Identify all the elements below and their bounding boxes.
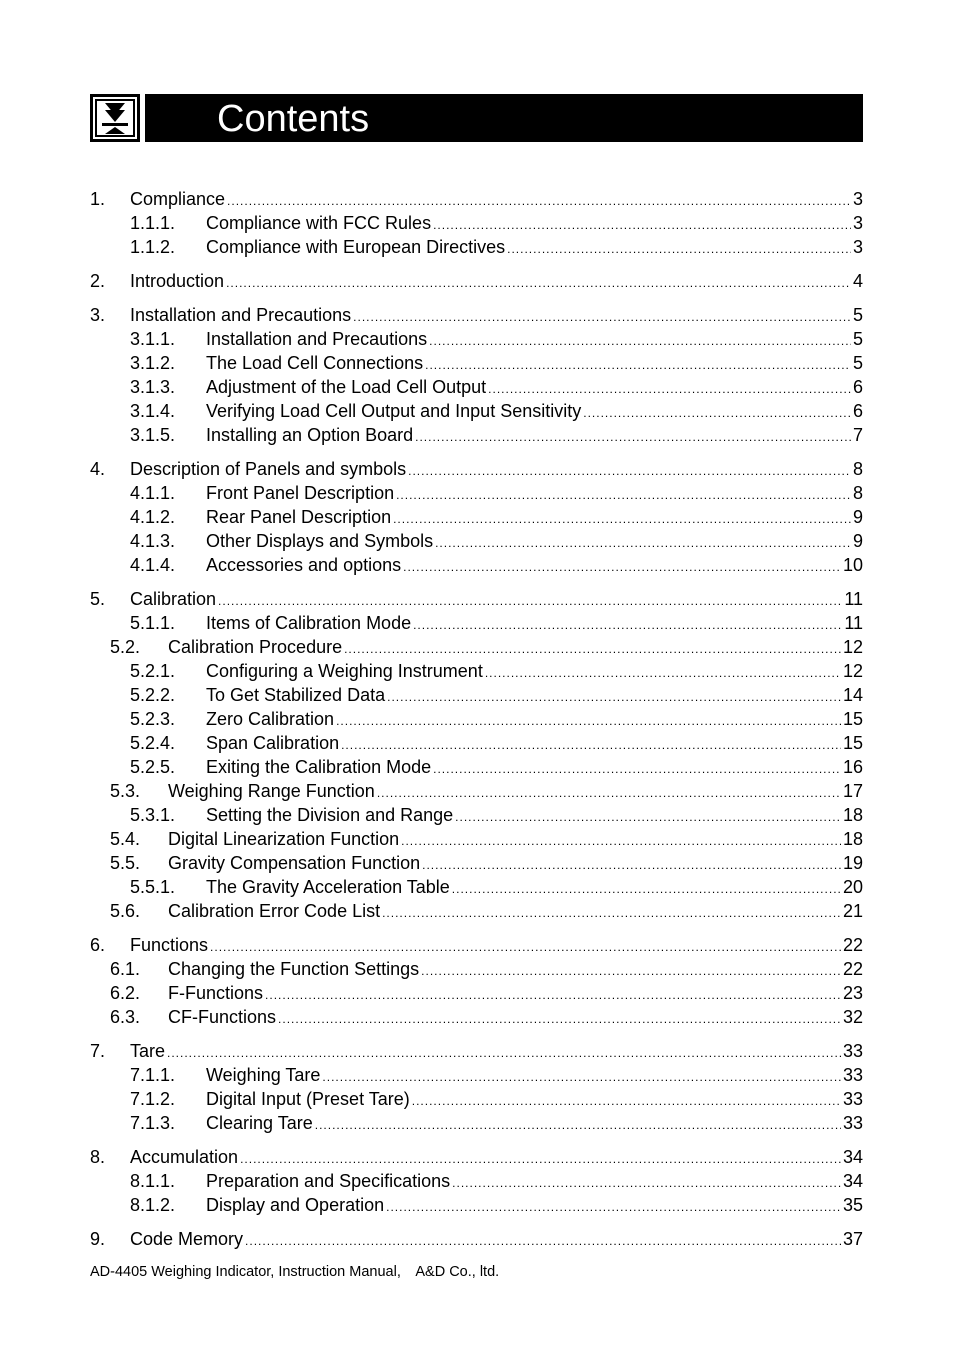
toc-entry[interactable] bbox=[90, 1005, 863, 1029]
toc-entry-title: Digital Linearization Function bbox=[168, 829, 400, 849]
toc-entry[interactable] bbox=[90, 303, 863, 327]
toc-entry-title: Code Memory bbox=[130, 1229, 244, 1249]
toc-entry-title: Calibration Error Code List bbox=[168, 901, 381, 921]
toc-entry[interactable] bbox=[90, 187, 863, 211]
toc-entry-page: 14 bbox=[842, 685, 863, 705]
toc-entry-page: 23 bbox=[842, 983, 863, 1003]
toc-dot-leader bbox=[452, 875, 841, 901]
toc-entry-number: 5.5. bbox=[110, 853, 141, 873]
toc-entry[interactable] bbox=[90, 779, 863, 803]
toc-dot-leader bbox=[485, 659, 841, 685]
toc-entry-number: 8.1.2. bbox=[130, 1195, 176, 1215]
toc-dot-leader bbox=[429, 327, 851, 353]
toc-dot-leader bbox=[393, 505, 851, 531]
table-of-contents bbox=[90, 187, 863, 1251]
toc-dot-leader bbox=[396, 481, 851, 507]
toc-entry-page: 15 bbox=[842, 733, 863, 753]
toc-entry[interactable] bbox=[90, 851, 863, 875]
toc-entry-page: 9 bbox=[852, 507, 863, 527]
toc-entry-page: 33 bbox=[842, 1089, 863, 1109]
toc-entry-page: 21 bbox=[842, 901, 863, 921]
toc-entry-page: 34 bbox=[842, 1171, 863, 1191]
toc-entry-number: 5.6. bbox=[110, 901, 141, 921]
toc-entry-title: The Gravity Acceleration Table bbox=[206, 877, 450, 897]
toc-entry-number: 3.1.1. bbox=[130, 329, 176, 349]
toc-entry[interactable] bbox=[90, 327, 863, 351]
toc-entry-page: 9 bbox=[852, 531, 863, 551]
toc-entry-number: 1. bbox=[90, 189, 106, 209]
toc-entry-page: 17 bbox=[842, 781, 863, 801]
toc-dot-leader bbox=[227, 187, 851, 213]
toc-entry-page: 18 bbox=[842, 805, 863, 825]
toc-dot-leader bbox=[226, 269, 851, 295]
toc-entry-number: 5. bbox=[90, 589, 106, 609]
toc-entry-title: Accumulation bbox=[130, 1147, 239, 1167]
toc-entry-number: 2. bbox=[90, 271, 106, 291]
toc-entry-number: 3. bbox=[90, 305, 106, 325]
toc-dot-leader bbox=[386, 1193, 841, 1219]
contents-header bbox=[90, 94, 863, 142]
toc-entry-number: 5.2.1. bbox=[130, 661, 176, 681]
toc-entry-title: Exiting the Calibration Mode bbox=[206, 757, 432, 777]
toc-entry-number: 8. bbox=[90, 1147, 106, 1167]
toc-entry-number: 4.1.4. bbox=[130, 555, 176, 575]
toc-dot-leader bbox=[401, 827, 841, 853]
toc-entry-number: 7.1.1. bbox=[130, 1065, 176, 1085]
toc-entry-title: Rear Panel Description bbox=[206, 507, 392, 527]
toc-dot-leader bbox=[433, 211, 851, 237]
toc-entry-page: 5 bbox=[852, 305, 863, 325]
toc-entry[interactable] bbox=[90, 399, 863, 423]
toc-entry-title: Introduction bbox=[130, 271, 225, 291]
toc-dot-leader bbox=[377, 779, 841, 805]
toc-entry-page: 7 bbox=[852, 425, 863, 445]
toc-entry-number: 4. bbox=[90, 459, 106, 479]
toc-entry[interactable] bbox=[90, 481, 863, 505]
toc-entry-page: 11 bbox=[844, 589, 863, 609]
toc-entry[interactable] bbox=[90, 423, 863, 447]
toc-entry[interactable] bbox=[90, 505, 863, 529]
toc-entry-number: 6. bbox=[90, 935, 106, 955]
toc-entry-title: Functions bbox=[130, 935, 209, 955]
toc-entry-number: 5.3.1. bbox=[130, 805, 176, 825]
toc-dot-leader bbox=[435, 529, 851, 555]
toc-dot-leader bbox=[341, 731, 841, 757]
toc-dot-leader bbox=[583, 399, 851, 425]
toc-entry[interactable] bbox=[90, 899, 863, 923]
toc-entry-title: The Load Cell Connections bbox=[206, 353, 424, 373]
toc-entry[interactable] bbox=[90, 235, 863, 259]
toc-entry-number: 5.2.5. bbox=[130, 757, 176, 777]
toc-entry-number: 5.2. bbox=[110, 637, 141, 657]
toc-entry-page: 16 bbox=[842, 757, 863, 777]
toc-entry-page: 12 bbox=[842, 661, 863, 681]
toc-entry-page: 8 bbox=[852, 483, 863, 503]
toc-entry-number: 3.1.2. bbox=[130, 353, 176, 373]
toc-entry-number: 3.1.3. bbox=[130, 377, 176, 397]
toc-entry-page: 10 bbox=[842, 555, 863, 575]
toc-entry-page: 8 bbox=[852, 459, 863, 479]
toc-entry-title: Digital Input (Preset Tare) bbox=[206, 1089, 410, 1109]
toc-entry[interactable] bbox=[90, 587, 863, 611]
toc-entry-title: Calibration bbox=[130, 589, 217, 609]
toc-dot-leader bbox=[488, 375, 851, 401]
toc-entry-page: 35 bbox=[842, 1195, 863, 1215]
toc-entry-title: Configuring a Weighing Instrument bbox=[206, 661, 483, 681]
toc-entry-title: Gravity Compensation Function bbox=[168, 853, 421, 873]
toc-entry[interactable] bbox=[90, 755, 863, 779]
toc-entry-title: Clearing Tare bbox=[206, 1113, 313, 1133]
toc-entry-page: 3 bbox=[852, 189, 863, 209]
toc-entry-page: 33 bbox=[842, 1065, 863, 1085]
toc-entry[interactable] bbox=[90, 211, 863, 235]
toc-entry[interactable] bbox=[90, 933, 863, 957]
toc-entry-number: 5.2.3. bbox=[130, 709, 176, 729]
toc-entry-page: 22 bbox=[842, 959, 863, 979]
toc-entry[interactable] bbox=[90, 803, 863, 827]
toc-entry[interactable] bbox=[90, 457, 863, 481]
toc-dot-leader bbox=[353, 303, 851, 329]
toc-dot-leader bbox=[315, 1111, 841, 1137]
toc-entry[interactable] bbox=[90, 659, 863, 683]
toc-entry-number: 5.4. bbox=[110, 829, 141, 849]
toc-entry-page: 5 bbox=[852, 353, 863, 373]
toc-dot-leader bbox=[240, 1145, 841, 1171]
toc-entry-page: 6 bbox=[852, 401, 863, 421]
toc-entry-title: Span Calibration bbox=[206, 733, 340, 753]
title-bar bbox=[145, 94, 863, 142]
toc-entry-number: 6.1. bbox=[110, 959, 141, 979]
toc-entry-number: 1.1.2. bbox=[130, 237, 176, 257]
toc-entry-title: Zero Calibration bbox=[206, 709, 335, 729]
toc-entry-number: 6.2. bbox=[110, 983, 141, 1003]
toc-entry[interactable] bbox=[90, 827, 863, 851]
toc-entry-title: Weighing Tare bbox=[206, 1065, 321, 1085]
toc-entry-title: Verifying Load Cell Output and Input Sensitivity bbox=[206, 401, 582, 421]
toc-entry-number: 6.3. bbox=[110, 1007, 141, 1027]
toc-dot-leader bbox=[507, 235, 851, 261]
toc-entry-title: Calibration Procedure bbox=[168, 637, 343, 657]
toc-entry[interactable] bbox=[90, 957, 863, 981]
toc-entry-page: 15 bbox=[842, 709, 863, 729]
toc-entry-title: Compliance with European Directives bbox=[206, 237, 506, 257]
toc-dot-leader bbox=[382, 899, 841, 925]
toc-entry-number: 1.1.1. bbox=[130, 213, 176, 233]
toc-entry-page: 4 bbox=[852, 271, 863, 291]
toc-dot-leader bbox=[421, 957, 841, 983]
toc-entry[interactable] bbox=[90, 875, 863, 899]
toc-entry[interactable] bbox=[90, 1039, 863, 1063]
toc-entry[interactable] bbox=[90, 611, 863, 635]
arrow-down-to-bar-icon bbox=[90, 94, 140, 142]
toc-entry-title: F-Functions bbox=[168, 983, 264, 1003]
toc-entry-title: Description of Panels and symbols bbox=[130, 459, 407, 479]
toc-entry-number: 5.2.4. bbox=[130, 733, 176, 753]
toc-entry-title: Accessories and options bbox=[206, 555, 402, 575]
toc-entry[interactable] bbox=[90, 1227, 863, 1251]
toc-entry-title: To Get Stabilized Data bbox=[206, 685, 386, 705]
toc-entry-number: 7. bbox=[90, 1041, 106, 1061]
toc-entry-page: 12 bbox=[842, 637, 863, 657]
toc-entry-number: 5.2.2. bbox=[130, 685, 176, 705]
toc-entry[interactable] bbox=[90, 981, 863, 1005]
toc-entry-title: Adjustment of the Load Cell Output bbox=[206, 377, 487, 397]
toc-entry-title: Installing an Option Board bbox=[206, 425, 414, 445]
toc-entry[interactable] bbox=[90, 1193, 863, 1217]
toc-entry-title: Front Panel Description bbox=[206, 483, 395, 503]
toc-entry-number: 7.1.3. bbox=[130, 1113, 176, 1133]
toc-entry-title: Items of Calibration Mode bbox=[206, 613, 412, 633]
toc-entry-number: 4.1.3. bbox=[130, 531, 176, 551]
toc-entry-title: Changing the Function Settings bbox=[168, 959, 420, 979]
toc-entry-title: Installation and Precautions bbox=[206, 329, 428, 349]
toc-entry[interactable] bbox=[90, 529, 863, 553]
toc-dot-leader bbox=[452, 1169, 841, 1195]
toc-entry-page: 11 bbox=[844, 613, 863, 633]
toc-entry-number: 3.1.5. bbox=[130, 425, 176, 445]
toc-entry-title: CF-Functions bbox=[168, 1007, 277, 1027]
toc-entry-page: 19 bbox=[842, 853, 863, 873]
toc-dot-leader bbox=[408, 457, 851, 483]
toc-entry-number: 7.1.2. bbox=[130, 1089, 176, 1109]
toc-entry[interactable] bbox=[90, 1169, 863, 1193]
toc-entry-number: 4.1.1. bbox=[130, 483, 176, 503]
toc-dot-leader bbox=[265, 981, 841, 1007]
toc-dot-leader bbox=[455, 803, 841, 829]
toc-entry-title: Installation and Precautions bbox=[130, 305, 352, 325]
toc-entry-number: 9. bbox=[90, 1229, 106, 1249]
toc-entry-page: 3 bbox=[852, 213, 863, 233]
toc-entry[interactable] bbox=[90, 351, 863, 375]
toc-dot-leader bbox=[413, 611, 842, 637]
toc-entry-number: 3.1.4. bbox=[130, 401, 176, 421]
toc-entry[interactable] bbox=[90, 707, 863, 731]
toc-entry-number: 5.5.1. bbox=[130, 877, 176, 897]
toc-entry[interactable] bbox=[90, 635, 863, 659]
toc-dot-leader bbox=[403, 553, 841, 579]
toc-dot-leader bbox=[322, 1063, 841, 1089]
toc-entry[interactable] bbox=[90, 1111, 863, 1135]
toc-dot-leader bbox=[245, 1227, 841, 1253]
toc-dot-leader bbox=[387, 683, 841, 709]
toc-entry-title: Other Displays and Symbols bbox=[206, 531, 434, 551]
toc-entry-page: 22 bbox=[842, 935, 863, 955]
toc-entry-number: 8.1.1. bbox=[130, 1171, 176, 1191]
toc-entry[interactable] bbox=[90, 1087, 863, 1111]
toc-entry-page: 32 bbox=[842, 1007, 863, 1027]
toc-entry[interactable] bbox=[90, 683, 863, 707]
toc-entry-number: 5.1.1. bbox=[130, 613, 176, 633]
toc-dot-leader bbox=[336, 707, 841, 733]
toc-dot-leader bbox=[425, 351, 851, 377]
toc-dot-leader bbox=[422, 851, 841, 877]
toc-dot-leader bbox=[344, 635, 841, 661]
toc-entry[interactable] bbox=[90, 553, 863, 577]
toc-entry[interactable] bbox=[90, 1145, 863, 1169]
toc-entry-title: Setting the Division and Range bbox=[206, 805, 454, 825]
toc-entry-title: Display and Operation bbox=[206, 1195, 385, 1215]
toc-entry-page: 33 bbox=[842, 1113, 863, 1133]
toc-entry[interactable] bbox=[90, 731, 863, 755]
toc-entry-title: Preparation and Specifications bbox=[206, 1171, 451, 1191]
toc-entry[interactable] bbox=[90, 269, 863, 293]
toc-entry-page: 33 bbox=[842, 1041, 863, 1061]
toc-dot-leader bbox=[167, 1039, 841, 1065]
toc-entry-title: Weighing Range Function bbox=[168, 781, 375, 801]
toc-entry-page: 6 bbox=[852, 377, 863, 397]
toc-dot-leader bbox=[412, 1087, 841, 1113]
toc-entry-title: Compliance with FCC Rules bbox=[206, 213, 432, 233]
toc-dot-leader bbox=[210, 933, 841, 959]
toc-entry-page: 34 bbox=[842, 1147, 863, 1167]
toc-entry-page: 20 bbox=[842, 877, 863, 897]
toc-entry-page: 3 bbox=[852, 237, 863, 257]
toc-entry-page: 37 bbox=[842, 1229, 863, 1249]
toc-entry[interactable] bbox=[90, 375, 863, 399]
toc-entry-page: 18 bbox=[842, 829, 863, 849]
toc-entry-title: Tare bbox=[130, 1041, 166, 1061]
page-footer: AD-4405 Weighing Indicator, Instruction Manual, A&D Co., ltd. bbox=[90, 1264, 500, 1280]
toc-entry-page: 5 bbox=[852, 329, 863, 349]
toc-entry[interactable] bbox=[90, 1063, 863, 1087]
toc-dot-leader bbox=[415, 423, 851, 449]
page-title: Contents bbox=[217, 98, 370, 140]
toc-dot-leader bbox=[278, 1005, 841, 1031]
toc-dot-leader bbox=[218, 587, 842, 613]
toc-entry-title: Compliance bbox=[130, 189, 226, 209]
toc-entry-number: 4.1.2. bbox=[130, 507, 176, 527]
toc-entry-number: 5.3. bbox=[110, 781, 141, 801]
toc-dot-leader bbox=[433, 755, 841, 781]
